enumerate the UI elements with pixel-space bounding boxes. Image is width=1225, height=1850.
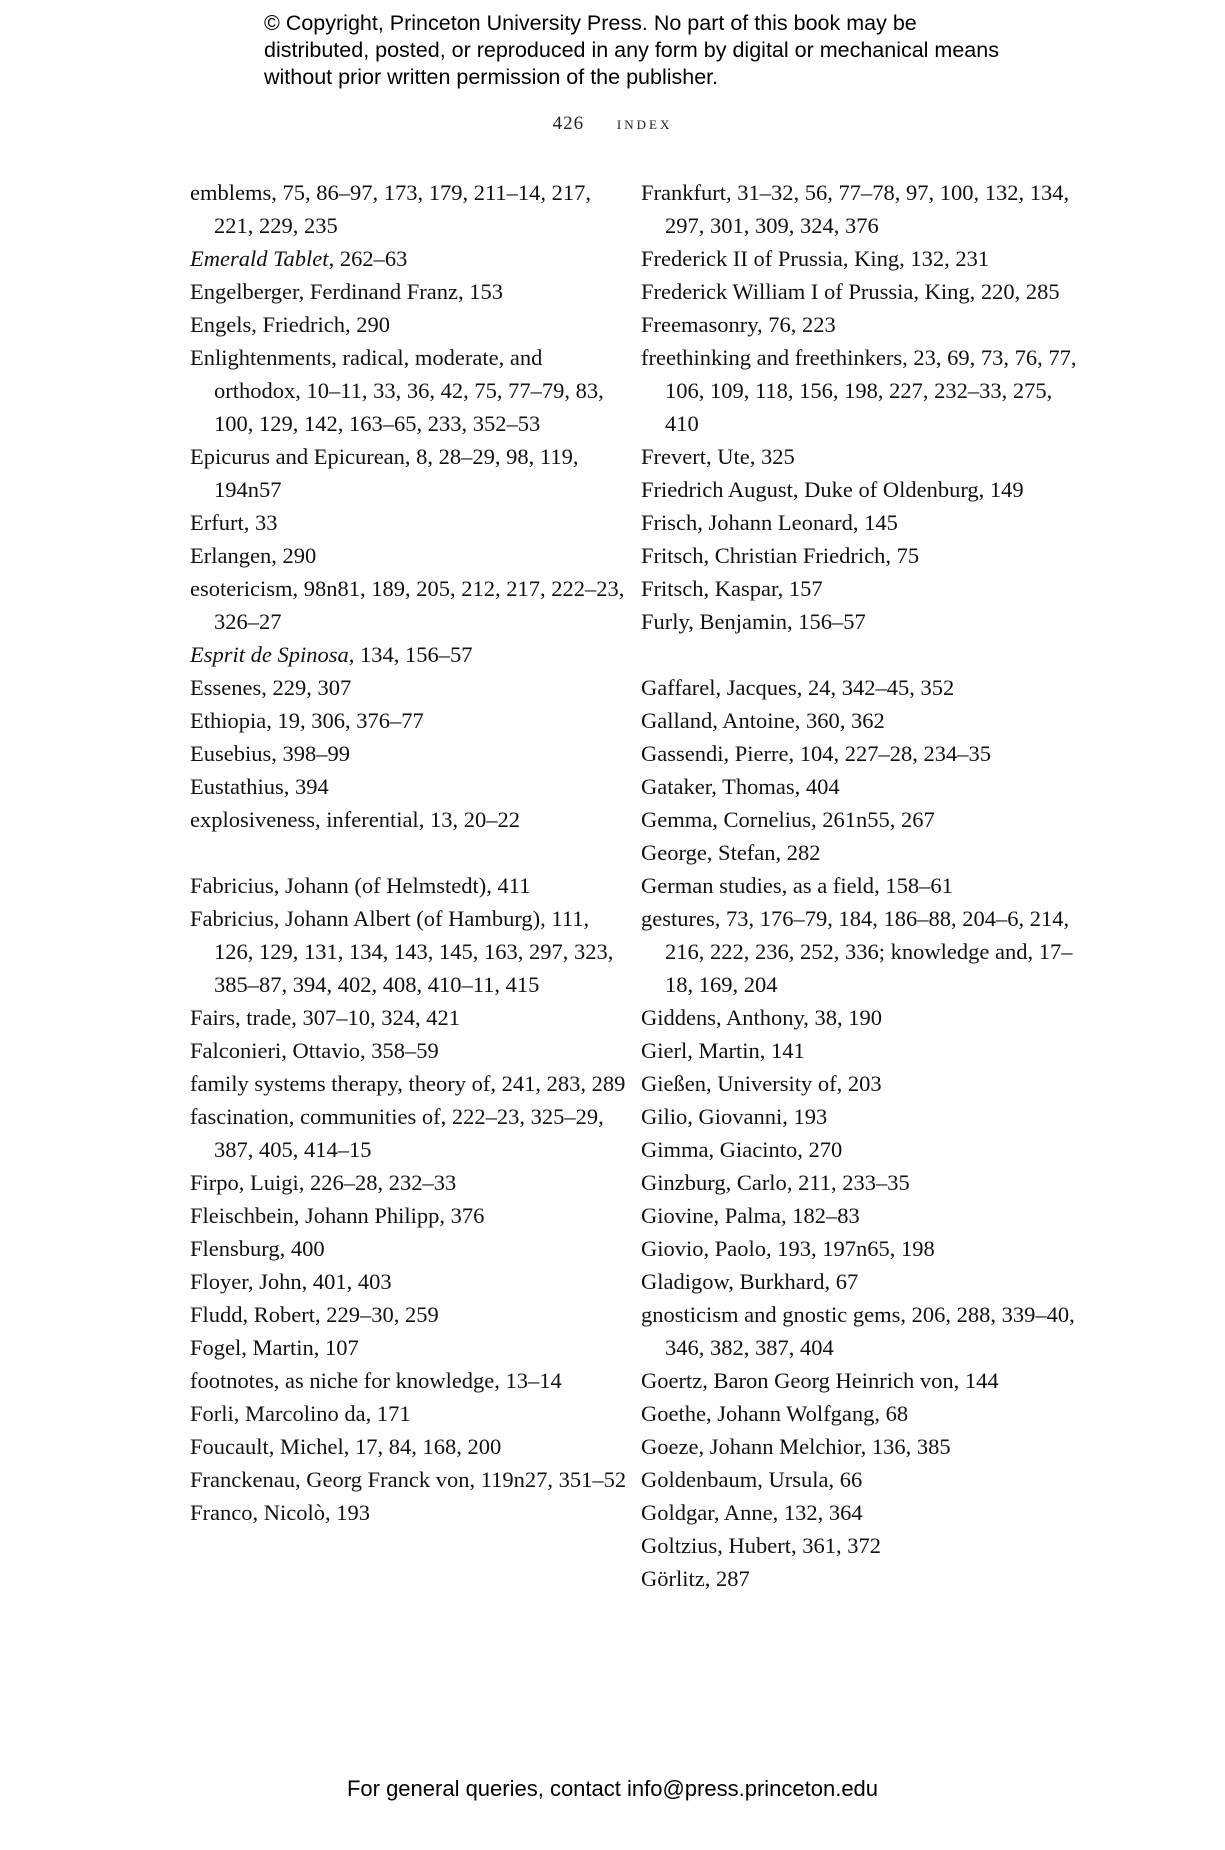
index-term: Gimma, Giacinto: [641, 1137, 798, 1162]
index-page-refs: , 132, 231: [899, 246, 990, 271]
index-term: Galland, Antoine: [641, 708, 795, 733]
page-number: 426: [552, 113, 585, 134]
letter-group-gap: [641, 638, 1081, 671]
index-page-refs: , 153: [457, 279, 503, 304]
index-entry: [641, 473, 1081, 506]
index-page-refs: , 158–61: [874, 873, 953, 898]
index-page-refs: , 290: [271, 543, 317, 568]
index-entry: [190, 770, 630, 803]
index-page-refs: , 119n27, 351–52: [469, 1467, 627, 1492]
index-page-refs: , 182–83: [780, 1203, 860, 1228]
index-term: Fritsch, Kaspar: [641, 576, 778, 601]
footer-contact: For general queries, contact info@press.princeton.edu: [346, 1776, 879, 1801]
index-term: Franckenau, Georg Franck von: [190, 1467, 470, 1492]
index-entry: [641, 1397, 1081, 1430]
index-term: Gaffarel, Jacques: [641, 675, 797, 700]
index-entry: [641, 1232, 1081, 1265]
index-entry: [190, 176, 630, 242]
index-entry: [190, 671, 630, 704]
index-entry: [641, 1166, 1081, 1199]
index-entry: [641, 1529, 1081, 1562]
index-term: Fairs, trade: [190, 1005, 292, 1030]
index-entry: [641, 176, 1081, 242]
index-term: freethinking and freethinkers: [641, 345, 903, 370]
index-column-right: [641, 176, 1081, 1595]
index-term: Ethiopia: [190, 708, 267, 733]
index-entry: [190, 1001, 630, 1034]
index-term: German studies, as a field: [641, 873, 875, 898]
letter-group-gap: [190, 836, 630, 869]
index-term: explosiveness, inferential: [190, 807, 419, 832]
index-page-refs: , 193, 197n65, 198: [766, 1236, 935, 1261]
index-page-refs: , 287: [704, 1566, 750, 1591]
index-term: Furly, Benjamin: [641, 609, 788, 634]
index-column-left: [190, 176, 630, 1529]
index-term: Erlangen: [190, 543, 272, 568]
index-term: Frederick William I of Prussia, King: [641, 279, 970, 304]
index-entry: [641, 1001, 1081, 1034]
index-term: Forli, Marcolino da: [190, 1401, 366, 1426]
index-entry: [190, 638, 630, 671]
index-term: Giddens, Anthony: [641, 1005, 804, 1030]
index-entry: [190, 1166, 630, 1199]
index-page-refs: , 398–99: [271, 741, 350, 766]
index-term: Goldenbaum, Ursula: [641, 1467, 829, 1492]
index-page-refs: , 229–30, 259: [315, 1302, 439, 1327]
index-page-refs: , 13–14: [494, 1368, 562, 1393]
index-term: Epicurus and Epicurean: [190, 444, 405, 469]
index-term: Gilio, Giovanni: [641, 1104, 783, 1129]
index-page-refs: , 401, 403: [301, 1269, 392, 1294]
index-page-refs: , 145: [852, 510, 898, 535]
index-entry: [190, 737, 630, 770]
index-term: Falconieri, Ottavio: [190, 1038, 360, 1063]
index-entry: [190, 506, 630, 539]
index-entry: [190, 1430, 630, 1463]
index-entry: [190, 1265, 630, 1298]
index-entry: [641, 902, 1081, 1001]
index-term: Gierl, Martin: [641, 1038, 760, 1063]
index-page-refs: , 282: [775, 840, 821, 865]
index-entry: [641, 605, 1081, 638]
index-term: Gießen, University of: [641, 1071, 837, 1096]
index-term: gestures: [641, 906, 715, 931]
index-entry: [190, 1298, 630, 1331]
index-entry: [190, 341, 630, 440]
index-entry: [641, 1100, 1081, 1133]
index-entry: [641, 671, 1081, 704]
index-entry: [190, 275, 630, 308]
index-term: Görlitz: [641, 1566, 705, 1591]
index-term: Franco, Nicolò: [190, 1500, 325, 1525]
index-entry: [190, 1364, 630, 1397]
index-entry: [641, 803, 1081, 836]
index-term: Fritsch, Christian Friedrich: [641, 543, 886, 568]
index-term: Frederick II of Prussia, King: [641, 246, 900, 271]
index-entry: [190, 1232, 630, 1265]
index-entry: [641, 1364, 1081, 1397]
index-entry: [641, 869, 1081, 902]
index-term: Fogel, Martin: [190, 1335, 314, 1360]
index-term: Goethe, Johann Wolfgang: [641, 1401, 875, 1426]
index-term: footnotes, as niche for knowledge: [190, 1368, 495, 1393]
index-entry: [190, 308, 630, 341]
index-page-refs: , 307–10, 324, 421: [291, 1005, 460, 1030]
index-page-refs: , 107: [313, 1335, 359, 1360]
index-page-refs: , 171: [365, 1401, 411, 1426]
index-term: Fleischbein, Johann Philipp: [190, 1203, 440, 1228]
index-page-refs: , 13, 20–22: [418, 807, 520, 832]
index-page-refs: , 75: [885, 543, 920, 568]
index-page-refs: , 24, 342–45, 352: [796, 675, 955, 700]
index-page-refs: , 67: [824, 1269, 859, 1294]
index-page-refs: , 193: [324, 1500, 370, 1525]
index-page-refs: , 31–32, 56, 77–78, 97, 100, 132, 134, 297, 301, 309, 324, 376: [665, 180, 1070, 238]
index-entry: [190, 1496, 630, 1529]
index-entry: [641, 1463, 1081, 1496]
index-page-refs: , 73, 176–79, 184, 186–88, 204–6, 214, 216, 222, 236, 252, 336; knowledge and, 17–18, 169, 204: [665, 906, 1073, 997]
index-term: Freemasonry: [641, 312, 758, 337]
index-page-refs: , 76, 223: [757, 312, 836, 337]
index-entry: [190, 869, 630, 902]
index-entry: [190, 1397, 630, 1430]
index-entry: [190, 1331, 630, 1364]
index-page-refs: , 270: [797, 1137, 843, 1162]
index-page-refs: , 141: [759, 1038, 805, 1063]
index-entry: [190, 902, 630, 1001]
index-term: Esprit de Spinosa: [190, 642, 349, 667]
index-entry: [190, 1100, 630, 1166]
index-page-refs: , 261n55, 267: [810, 807, 935, 832]
index-entry: [641, 1067, 1081, 1100]
index-page-refs: , 400: [279, 1236, 325, 1261]
index-page-refs: , 358–59: [359, 1038, 439, 1063]
index-entry: [641, 1265, 1081, 1298]
index-term: Frankfurt: [641, 180, 726, 205]
section-title: index: [616, 113, 673, 134]
index-term: Erfurt: [190, 510, 244, 535]
index-entry: [641, 572, 1081, 605]
index-term: Engels, Friedrich: [190, 312, 345, 337]
index-page-refs: , 290: [344, 312, 390, 337]
index-page-refs: , 68: [874, 1401, 909, 1426]
index-term: fascination, communities of: [190, 1104, 441, 1129]
index-page-refs: , 8, 28–29, 98, 119, 194n57: [214, 444, 579, 502]
index-term: Eusebius: [190, 741, 272, 766]
index-page-refs: , 38, 190: [803, 1005, 883, 1030]
index-page-refs: , 136, 385: [860, 1434, 951, 1459]
index-term: Firpo, Luigi: [190, 1170, 299, 1195]
index-entry: [641, 275, 1081, 308]
index-page-refs: , 206, 288, 339–40, 346, 382, 387, 404: [665, 1302, 1075, 1360]
index-entry: [190, 1034, 630, 1067]
index-page-refs: , 19, 306, 376–77: [266, 708, 424, 733]
index-term: family systems therapy, theory of: [190, 1071, 491, 1096]
index-entry: [641, 1199, 1081, 1232]
index-entry: [641, 770, 1081, 803]
index-term: Emerald Tablet: [190, 246, 329, 271]
index-page-refs: , 33: [243, 510, 278, 535]
index-page-refs: , 226–28, 232–33: [298, 1170, 457, 1195]
index-page-refs: , 111, 126, 129, 131, 134, 143, 145, 163, 297, 323, 385–87, 394, 402, 408, 410–11, 415: [214, 906, 614, 997]
index-entry: [641, 341, 1081, 440]
index-entry: [641, 1034, 1081, 1067]
index-page-refs: , 134, 156–57: [348, 642, 473, 667]
index-entry: [641, 1430, 1081, 1463]
index-entry: [641, 704, 1081, 737]
index-term: emblems: [190, 180, 272, 205]
index-entry: [641, 1562, 1081, 1595]
index-page-refs: , 144: [953, 1368, 999, 1393]
index-page-refs: , 17, 84, 168, 200: [343, 1434, 502, 1459]
index-page-refs: , 361, 372: [790, 1533, 881, 1558]
index-term: Giovine, Palma: [641, 1203, 781, 1228]
index-page-refs: , 157: [777, 576, 823, 601]
index-term: gnosticism and gnostic gems: [641, 1302, 901, 1327]
copyright-notice: © Copyright, Princeton University Press. No part of this book may be distributed, posted, or reproduced in any form by digital or mechanical means without prior written permission of the publisher.: [264, 11, 999, 89]
index-term: Gassendi, Pierre: [641, 741, 789, 766]
index-page-refs: , 241, 283, 289: [490, 1071, 626, 1096]
index-page-refs: , 66: [828, 1467, 863, 1492]
index-entry: [641, 1496, 1081, 1529]
index-term: Fludd, Robert: [190, 1302, 316, 1327]
index-page-refs: , 10–11, 33, 36, 42, 75, 77–79, 83, 100, 129, 142, 163–65, 233, 352–53: [214, 378, 604, 436]
index-page-refs: , 211, 233–35: [786, 1170, 910, 1195]
index-term: Giovio, Paolo: [641, 1236, 767, 1261]
index-term: Eustathius: [190, 774, 284, 799]
index-term: Ginzburg, Carlo: [641, 1170, 787, 1195]
index-term: Fabricius, Johann (of Helmstedt): [190, 873, 487, 898]
index-entry: [641, 308, 1081, 341]
index-term: Frevert, Ute: [641, 444, 750, 469]
running-head: [0, 113, 1225, 135]
index-term: Fabricius, Johann Albert (of Hamburg): [190, 906, 541, 931]
index-entry: [641, 1133, 1081, 1166]
index-term: Goldgar, Anne: [641, 1500, 773, 1525]
index-page-refs: , 222–23, 325–29, 387, 405, 414–15: [214, 1104, 604, 1162]
index-page-refs: , 394: [283, 774, 329, 799]
index-term: Engelberger, Ferdinand Franz: [190, 279, 458, 304]
index-entry: [641, 506, 1081, 539]
index-page-refs: , 156–57: [787, 609, 866, 634]
index-page-refs: , 376: [439, 1203, 485, 1228]
index-term: Frisch, Johann Leonard: [641, 510, 853, 535]
index-entry: [190, 1067, 630, 1100]
index-entry: [190, 704, 630, 737]
index-page-refs: , 262–63: [328, 246, 408, 271]
index-term: Gemma, Cornelius: [641, 807, 811, 832]
index-entry: [641, 539, 1081, 572]
index-term: esotericism: [190, 576, 293, 601]
index-page-refs: , 98n81, 189, 205, 212, 217, 222–23, 326–27: [214, 576, 625, 634]
index-entry: [190, 803, 630, 836]
index-term: George, Stefan: [641, 840, 776, 865]
index-term: Goltzius, Hubert: [641, 1533, 791, 1558]
index-entry: [641, 440, 1081, 473]
index-entry: [190, 1463, 630, 1496]
index-page-refs: , 104, 227–28, 234–35: [788, 741, 991, 766]
index-page-refs: , 411: [486, 873, 531, 898]
index-entry: [190, 1199, 630, 1232]
index-term: Essenes: [190, 675, 262, 700]
index-term: Flensburg: [190, 1236, 280, 1261]
index-entry: [190, 572, 630, 638]
index-term: Enlightenments, radical, moderate, and orthodox: [190, 345, 543, 403]
index-page-refs: , 75, 86–97, 173, 179, 211–14, 217, 221, 229, 235: [214, 180, 592, 238]
index-entry: [641, 836, 1081, 869]
index-entry: [641, 242, 1081, 275]
index-entry: [641, 1298, 1081, 1364]
index-term: Foucault, Michel: [190, 1434, 344, 1459]
index-page-refs: , 132, 364: [772, 1500, 863, 1525]
index-page-refs: , 149: [978, 477, 1024, 502]
index-page-refs: , 203: [836, 1071, 882, 1096]
index-entry: [190, 539, 630, 572]
index-term: Goertz, Baron Georg Heinrich von: [641, 1368, 954, 1393]
index-term: Goeze, Johann Melchior: [641, 1434, 861, 1459]
index-page-refs: , 23, 69, 73, 76, 77, 106, 109, 118, 156, 198, 227, 232–33, 275, 410: [665, 345, 1077, 436]
index-page-refs: , 193: [782, 1104, 828, 1129]
index-entry: [190, 242, 630, 275]
index-term: Floyer, John: [190, 1269, 302, 1294]
index-page-refs: , 360, 362: [794, 708, 885, 733]
index-entry: [190, 440, 630, 506]
index-page-refs: , 229, 307: [261, 675, 352, 700]
index-term: Gataker, Thomas: [641, 774, 795, 799]
index-term: Friedrich August, Duke of Oldenburg: [641, 477, 979, 502]
index-page-refs: , 404: [794, 774, 840, 799]
index-term: Gladigow, Burkhard: [641, 1269, 825, 1294]
index-page-refs: , 325: [749, 444, 795, 469]
index-entry: [641, 737, 1081, 770]
index-page-refs: , 220, 285: [969, 279, 1060, 304]
